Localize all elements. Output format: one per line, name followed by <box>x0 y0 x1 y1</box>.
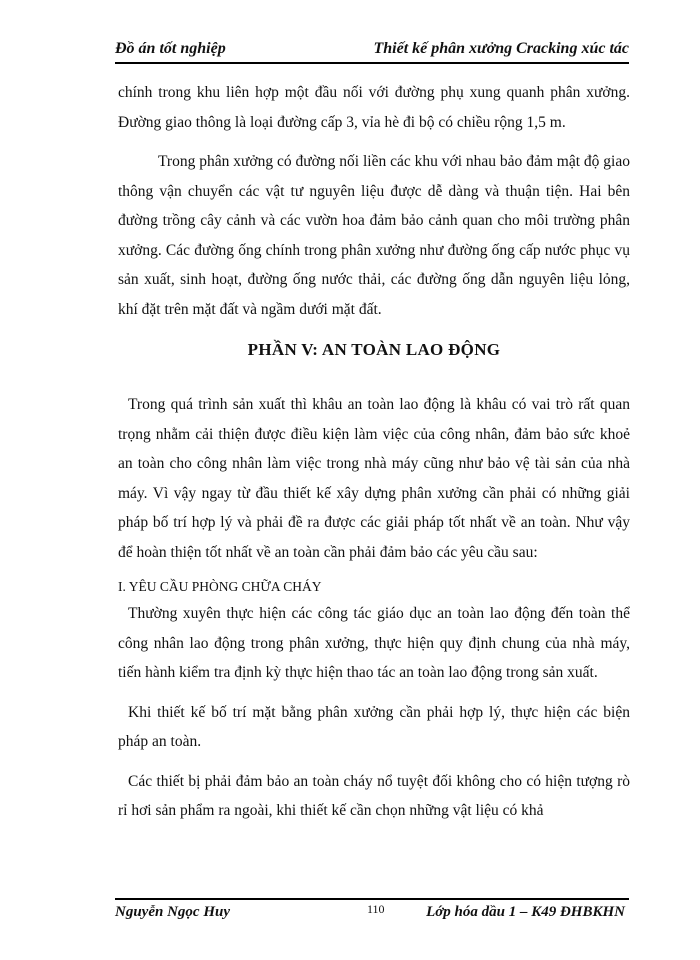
page-header <box>115 38 629 64</box>
document-body <box>118 78 630 826</box>
footer-page-number: 110 <box>367 902 385 916</box>
paragraph-4: Thường xuyên thực hiện các công tác giáo dục an toàn lao động đến toàn thể công nhân lao động trong phân xưởng, thực hiện quy định chung của nhà máy, tiến hành kiểm tra định kỳ thực hiện thao tác an toàn lao động trong sản xuất. <box>118 605 630 681</box>
paragraph-3: Trong quá trình sản xuất thì khâu an toàn lao động là khâu có vai trò rất quan trọng nhằm cải thiện được điều kiện làm việc của công nhân, đảm bảo sức khoẻ an toàn cho công nhân làm việc trong nhà máy cũng như bảo vệ tài sản của nhà máy. Vì vậy ngay từ đầu thiết kế xây dựng phân xưởng cần phải có những giải pháp bố trí hợp lý và phải đề ra được các giải pháp tốt nhất về an toàn. Như vậy để hoàn thiện tốt nhất về an toàn cần phải đảm bảo các yêu cầu sau: <box>118 396 630 561</box>
footer-author: Nguyễn Ngọc Huy <box>115 904 230 920</box>
section-title: PHẦN V: AN TOÀN LAO ĐỘNG <box>247 340 501 359</box>
header-left-title: Đồ án tốt nghiệp <box>115 40 226 57</box>
subsection-heading: I. YÊU CẦU PHÒNG CHỮA CHÁY <box>118 579 322 594</box>
paragraph-6: Các thiết bị phải đảm bảo an toàn cháy nổ tuyệt đối không cho có hiện tượng rò rỉ hơi sản phẩm ra ngoài, khi thiết kế cần chọn những vật liệu có khả <box>118 772 630 819</box>
header-right-title: Thiết kế phân xưởng Cracking xúc tác <box>373 40 629 57</box>
footer-class: Lớp hóa dầu 1 – K49 ĐHBKHN <box>426 904 625 920</box>
paragraph-2: Trong phân xưởng có đường nối liền các khu với nhau bảo đảm mật độ giao thông vận chuyển các vật tư nguyên liệu được dễ dàng và thuận tiện. Hai bên đường trồng cây cảnh và các vườn hoa đảm bảo cảnh quan cho môi trường phân xưởng. Các đường ống chính trong phân xưởng như đường ống cấp nước phục vụ sản xuất, sinh hoạt, đường ống nước thải, các đường ống dẫn nguyên liệu lỏng, khí đặt trên mặt đất và ngầm dưới mặt đất. <box>118 153 630 318</box>
page-footer <box>115 898 629 926</box>
paragraph-1: chính trong khu liên hợp một đầu nối với đường phụ xung quanh phân xưởng. Đường giao thông là loại đường cấp 3, vỉa hè đi bộ có chiều rộng 1,5 m. <box>118 84 630 131</box>
paragraph-5: Khi thiết kế bố trí mặt bằng phân xưởng cần phải hợp lý, thực hiện các biện pháp an toàn. <box>118 703 630 750</box>
